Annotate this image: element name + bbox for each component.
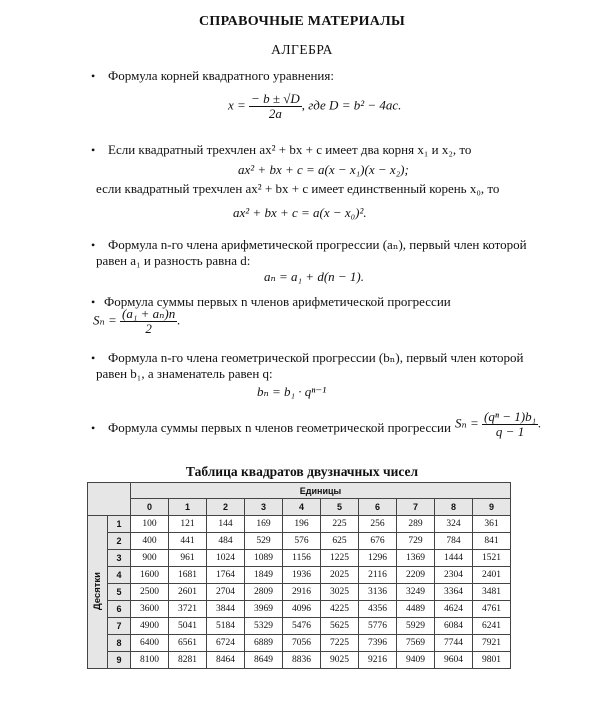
column-header: 5 xyxy=(321,499,359,516)
table-cell: 9216 xyxy=(359,652,397,669)
table-cell: 7569 xyxy=(397,635,435,652)
table-cell: 8100 xyxy=(131,652,169,669)
formula-5-text-2: равен b₁, а знаменатель равен q: xyxy=(96,366,273,381)
table-cell: 144 xyxy=(207,516,245,533)
table-cell: 8649 xyxy=(245,652,283,669)
formula-6-tail: . xyxy=(538,415,542,431)
table-row xyxy=(88,618,511,635)
table-cell: 9409 xyxy=(397,652,435,669)
row-header: 7 xyxy=(108,618,131,635)
bullet-icon: • xyxy=(91,351,96,365)
tens-label: Десятки xyxy=(92,571,103,611)
table-cell: 729 xyxy=(397,533,435,550)
table-cell: 256 xyxy=(359,516,397,533)
table-cell: 5476 xyxy=(283,618,321,635)
table-cell: 225 xyxy=(321,516,359,533)
table-cell: 7225 xyxy=(321,635,359,652)
formula-2-text: Если квадратный трехчлен ax² + bx + c имеет два корня x₁ и x₂, то xyxy=(108,142,472,157)
table-cell: 1225 xyxy=(321,550,359,567)
column-header-row xyxy=(88,499,511,516)
column-header: 3 xyxy=(245,499,283,516)
table-cell: 441 xyxy=(169,533,207,550)
formula-3: aₙ = a₁ + d(n − 1). xyxy=(264,269,365,284)
table-cell: 2704 xyxy=(207,584,245,601)
column-header: 0 xyxy=(131,499,169,516)
formula-5: bₙ = b₁ · qⁿ⁻¹ xyxy=(257,384,327,399)
table-cell: 324 xyxy=(435,516,473,533)
formula-4-numerator: (a₁ + aₙ)n xyxy=(122,306,176,321)
formula-2b: ax² + bx + c = a(x − x₀)². xyxy=(233,205,367,220)
table-cell: 8836 xyxy=(283,652,321,669)
row-header: 5 xyxy=(108,584,131,601)
table-row xyxy=(88,584,511,601)
table-cell: 3025 xyxy=(321,584,359,601)
table-cell: 2601 xyxy=(169,584,207,601)
formula-3-text: Формула n-го члена арифметической прогрессии (aₙ), первый член которой xyxy=(108,237,527,252)
table-cell: 2209 xyxy=(397,567,435,584)
table-corner xyxy=(88,483,131,516)
table-cell: 1296 xyxy=(359,550,397,567)
formula-6-text: Формула суммы первых n членов геометрической прогрессии xyxy=(108,420,451,435)
table-cell: 2809 xyxy=(245,584,283,601)
table-cell: 9801 xyxy=(473,652,511,669)
table-cell: 1849 xyxy=(245,567,283,584)
formula-1-numerator: − b ± √D xyxy=(251,91,300,106)
formula-5-text: Формула n-го члена геометрической прогрессии (bₙ), первый член которой xyxy=(108,350,524,365)
table-cell: 784 xyxy=(435,533,473,550)
table-cell: 7056 xyxy=(283,635,321,652)
bullet-icon: • xyxy=(91,69,96,83)
table-cell: 2401 xyxy=(473,567,511,584)
table-cell: 169 xyxy=(245,516,283,533)
table-body xyxy=(88,516,511,669)
tens-header xyxy=(88,516,108,669)
table-row xyxy=(88,550,511,567)
row-header: 9 xyxy=(108,652,131,669)
row-header: 3 xyxy=(108,550,131,567)
table-cell: 625 xyxy=(321,533,359,550)
squares-table xyxy=(87,482,511,669)
table-cell: 4356 xyxy=(359,601,397,618)
formula-1-text: Формула корней квадратного уравнения: xyxy=(108,68,334,83)
column-header: 8 xyxy=(435,499,473,516)
table-cell: 1444 xyxy=(435,550,473,567)
bullet-icon: • xyxy=(91,238,96,252)
table-cell: 961 xyxy=(169,550,207,567)
formula-4-text: Формула суммы первых n членов арифметической прогрессии xyxy=(104,294,451,309)
section-title: АЛГЕБРА xyxy=(271,42,333,57)
table-cell: 3969 xyxy=(245,601,283,618)
formula-4 xyxy=(93,307,181,336)
table-cell: 5041 xyxy=(169,618,207,635)
table-cell: 1600 xyxy=(131,567,169,584)
row-header: 8 xyxy=(108,635,131,652)
table-cell: 6084 xyxy=(435,618,473,635)
table-cell: 4624 xyxy=(435,601,473,618)
units-header: Единицы xyxy=(131,483,511,499)
table-cell: 9025 xyxy=(321,652,359,669)
table-cell: 7921 xyxy=(473,635,511,652)
table-cell: 1521 xyxy=(473,550,511,567)
table-cell: 1024 xyxy=(207,550,245,567)
column-header: 2 xyxy=(207,499,245,516)
table-cell: 3600 xyxy=(131,601,169,618)
formula-4-tail: . xyxy=(177,312,181,328)
table-cell: 6724 xyxy=(207,635,245,652)
formula-2-text-2: если квадратный трехчлен ax² + bx + c имеет единственный корень x₀, то xyxy=(96,181,500,196)
table-cell: 4225 xyxy=(321,601,359,618)
table-cell: 6889 xyxy=(245,635,283,652)
table-cell: 289 xyxy=(397,516,435,533)
formula-6 xyxy=(455,410,541,439)
column-header: 6 xyxy=(359,499,397,516)
formula-1-tail: , где D = b² − 4ac. xyxy=(301,97,402,113)
row-header: 4 xyxy=(108,567,131,584)
table-cell: 2116 xyxy=(359,567,397,584)
table-cell: 1936 xyxy=(283,567,321,584)
table-cell: 100 xyxy=(131,516,169,533)
table-row xyxy=(88,567,511,584)
table-cell: 8464 xyxy=(207,652,245,669)
column-header: 1 xyxy=(169,499,207,516)
table-cell: 6400 xyxy=(131,635,169,652)
table-cell: 3844 xyxy=(207,601,245,618)
table-cell: 3721 xyxy=(169,601,207,618)
formula-6-denominator: q − 1 xyxy=(495,424,525,439)
table-cell: 5776 xyxy=(359,618,397,635)
table-cell: 3364 xyxy=(435,584,473,601)
table-cell: 6561 xyxy=(169,635,207,652)
formula-6-lhs: Sₙ = xyxy=(455,415,479,431)
table-cell: 6241 xyxy=(473,618,511,635)
bullet-icon: • xyxy=(91,295,96,309)
table-cell: 1089 xyxy=(245,550,283,567)
formula-4-fraction xyxy=(120,307,177,336)
column-header: 9 xyxy=(473,499,511,516)
table-cell: 4096 xyxy=(283,601,321,618)
table-cell: 3136 xyxy=(359,584,397,601)
table-cell: 4489 xyxy=(397,601,435,618)
table-cell: 5184 xyxy=(207,618,245,635)
column-header: 4 xyxy=(283,499,321,516)
table-cell: 196 xyxy=(283,516,321,533)
table-row xyxy=(88,601,511,618)
formula-4-lhs: Sₙ = xyxy=(93,312,117,328)
table-cell: 676 xyxy=(359,533,397,550)
table-cell: 2025 xyxy=(321,567,359,584)
table-cell: 2304 xyxy=(435,567,473,584)
table-cell: 121 xyxy=(169,516,207,533)
table-cell: 841 xyxy=(473,533,511,550)
table-cell: 2916 xyxy=(283,584,321,601)
formula-1-fraction xyxy=(249,92,302,121)
table-cell: 5929 xyxy=(397,618,435,635)
table-cell: 900 xyxy=(131,550,169,567)
bullet-icon: • xyxy=(91,143,96,157)
table-cell: 1369 xyxy=(397,550,435,567)
table-title: Таблица квадратов двузначных чисел xyxy=(185,464,419,479)
formula-2: ax² + bx + c = a(x − x₁)(x − x₂); xyxy=(238,162,409,177)
table-cell: 9604 xyxy=(435,652,473,669)
table-row xyxy=(88,635,511,652)
formula-6-fraction xyxy=(482,410,538,439)
table-cell: 8281 xyxy=(169,652,207,669)
table-cell: 5329 xyxy=(245,618,283,635)
page-title: СПРАВОЧНЫЕ МАТЕРИАЛЫ xyxy=(199,14,405,29)
table-cell: 4761 xyxy=(473,601,511,618)
column-header: 7 xyxy=(397,499,435,516)
table-row xyxy=(88,652,511,669)
formula-1 xyxy=(228,92,401,121)
table-cell: 7744 xyxy=(435,635,473,652)
formula-4-denominator: 2 xyxy=(145,321,152,336)
table-row xyxy=(88,516,511,533)
table-cell: 1156 xyxy=(283,550,321,567)
formula-6-numerator: (qⁿ − 1)b₁ xyxy=(484,409,537,424)
table-cell: 7396 xyxy=(359,635,397,652)
row-header: 2 xyxy=(108,533,131,550)
table-cell: 1681 xyxy=(169,567,207,584)
table-cell: 4900 xyxy=(131,618,169,635)
row-header: 1 xyxy=(108,516,131,533)
table-cell: 2500 xyxy=(131,584,169,601)
table-cell: 529 xyxy=(245,533,283,550)
table-cell: 5625 xyxy=(321,618,359,635)
table-cell: 400 xyxy=(131,533,169,550)
table-cell: 484 xyxy=(207,533,245,550)
table-cell: 1764 xyxy=(207,567,245,584)
table-cell: 3249 xyxy=(397,584,435,601)
table-cell: 576 xyxy=(283,533,321,550)
table-row xyxy=(88,533,511,550)
table-cell: 3481 xyxy=(473,584,511,601)
formula-1-denominator: 2a xyxy=(268,106,282,121)
formula-1-lhs: x = xyxy=(228,97,246,113)
row-header: 6 xyxy=(108,601,131,618)
bullet-icon: • xyxy=(91,421,96,435)
formula-3-text-2: равен a₁ и разность равна d: xyxy=(96,253,251,268)
table-cell: 361 xyxy=(473,516,511,533)
